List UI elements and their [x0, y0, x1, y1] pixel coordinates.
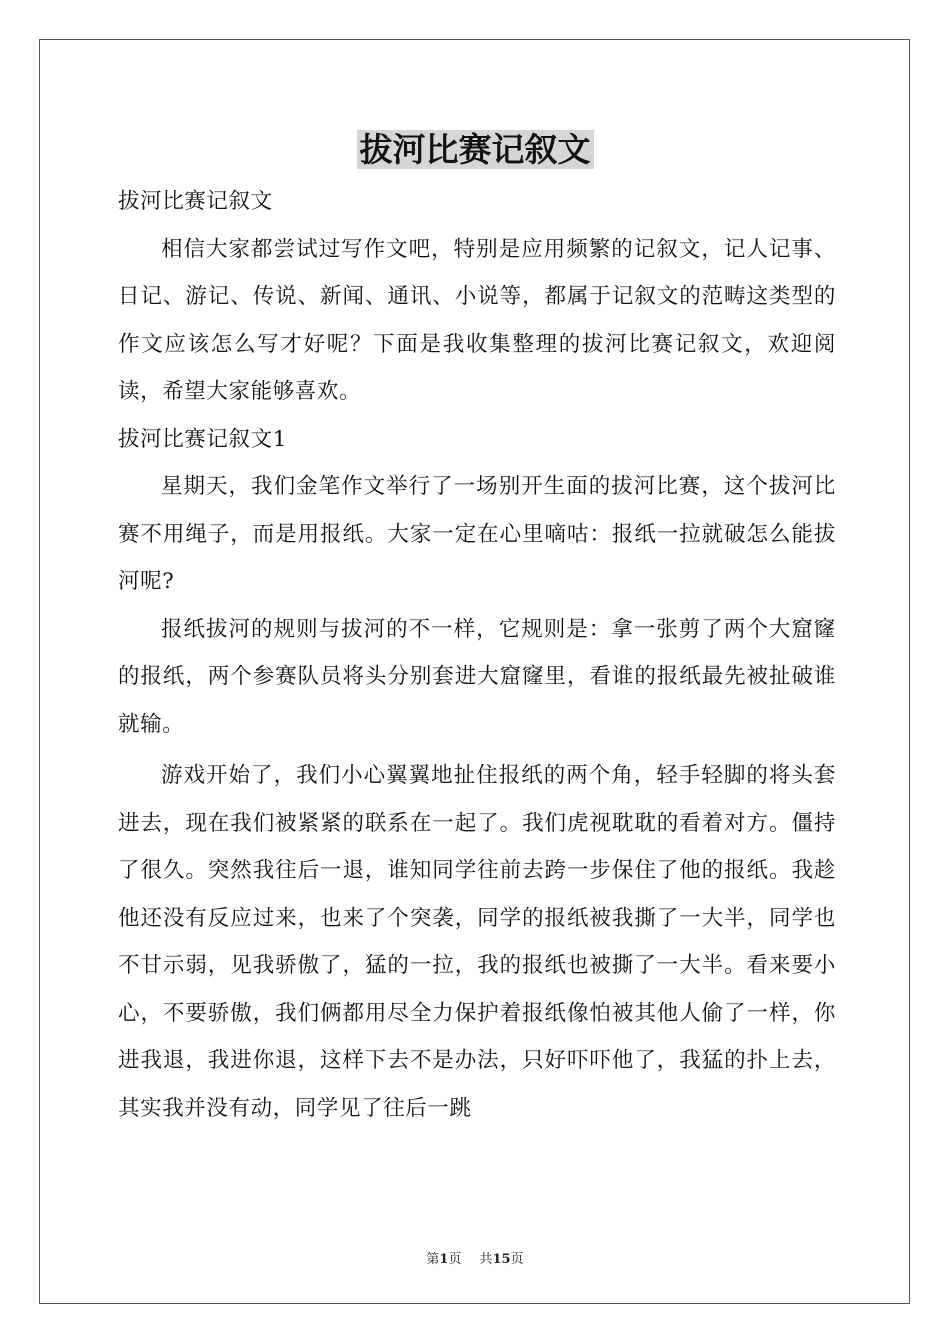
total-prefix: 共 — [479, 1252, 493, 1267]
page-footer — [0, 1248, 950, 1267]
body-paragraph: 报纸拔河的规则与拔河的不一样，它规则是：拿一张剪了两个大窟窿的报纸，两个参赛队员将头分别套进大窟窿里，看谁的报纸最先被扯破谁就输。 — [118, 616, 836, 737]
subtitle-line: 拔河比赛记叙文 — [118, 189, 273, 214]
body-paragraph: 星期天，我们金笔作文举行了一场别开生面的拔河比赛，这个拔河比赛不用绳子，而是用报纸。大家一定在心里嘀咕：报纸一拉就破怎么能拔河呢? — [118, 474, 836, 594]
total-page-number: 15 — [492, 1252, 511, 1267]
total-suffix: 页 — [510, 1252, 524, 1267]
document-title-text: 拔河比赛记叙文 — [357, 130, 594, 169]
section-heading: 拔河比赛记叙文1 — [118, 426, 287, 452]
current-page-number: 1 — [439, 1252, 449, 1267]
intro-paragraph: 相信大家都尝试过写作文吧，特别是应用频繁的记叙文，记人记事、日记、游记、传说、新闻、通讯、小说等，都属于记叙文的范畴这类型的作文应该怎么写才好呢？下面是我收集整理的拔河比赛记叙文，欢迎阅读，希望大家能够喜欢。 — [118, 236, 836, 404]
body-paragraph: 游戏开始了，我们小心翼翼地扯住报纸的两个角，轻手轻脚的将头套进去，现在我们被紧紧的联系在一起了。我们虎视耽耽的看着对方。僵持了很久。突然我往后一退，谁知同学往前去跨一步保住了他的报纸。我趁他还没有反应过来，也来了个突袭，同学的报纸被我撕了一大半，同学也不甘示弱，见我骄傲了，猛的一拉，我的报纸也被撕了一大半。看来要小心，不要骄傲，我们俩都用尽全力保护着报纸像怕被其他人偷了一样，你进我退，我进你退，这样下去不是办法，只好吓吓他了，我猛的扑上去，其实我并没有动，同学见了往后一跳 — [118, 763, 836, 1121]
document-body — [118, 178, 836, 1132]
page-prefix: 第 — [426, 1252, 440, 1267]
page-suffix: 页 — [448, 1252, 462, 1267]
document-title — [0, 128, 950, 172]
